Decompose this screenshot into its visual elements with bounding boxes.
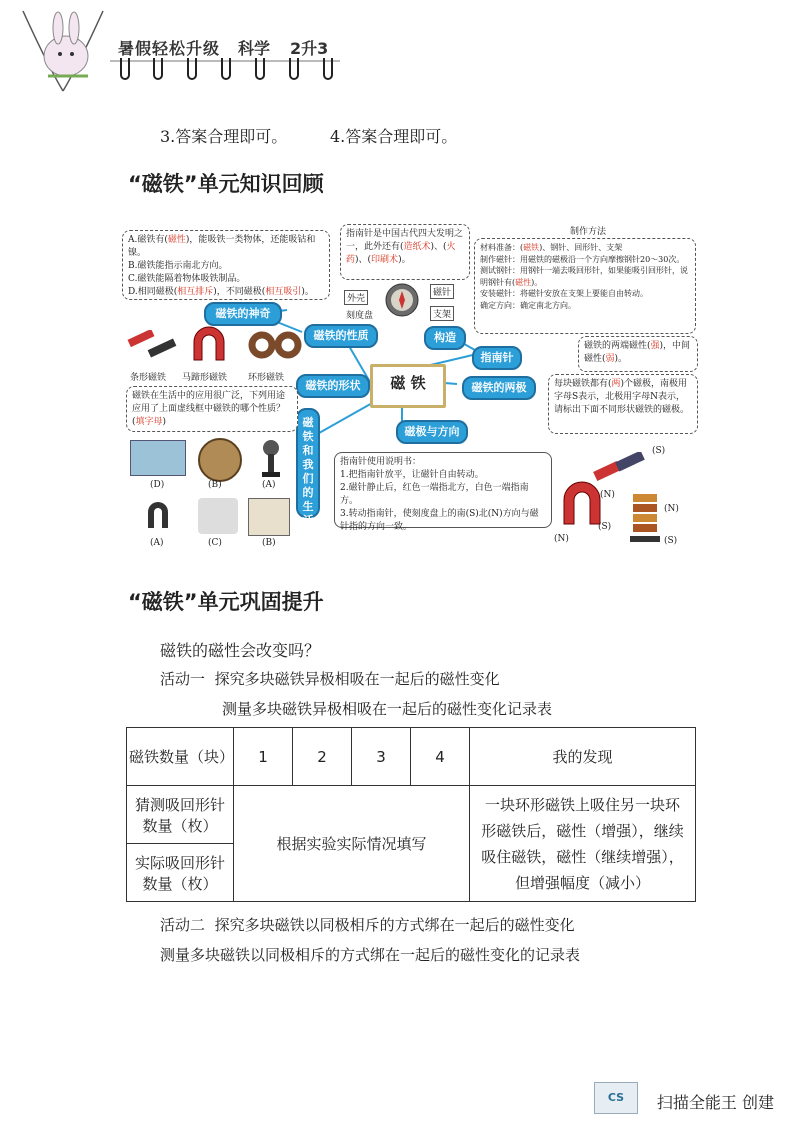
binder-ring-icon [255, 58, 265, 80]
answer-text: 火药 [346, 242, 456, 265]
text: 3.转动指南针，使刻度盘上的南(S)北(N)方向与磁针指的方向一致。 [340, 509, 539, 532]
scanner-credit: 扫描全能王 创建 [656, 1093, 774, 1112]
pole-strength-box [578, 336, 698, 372]
subject-label: 科学 [238, 39, 271, 58]
row-actual-label: 实际吸回形针数量（枚） [127, 844, 234, 902]
make-method-title: 制作方法 [570, 227, 607, 237]
text: )。 [398, 255, 411, 265]
train-image [130, 440, 186, 476]
question-text: 磁铁的磁性会改变吗？ [160, 641, 321, 660]
text: C.磁铁能隔着物体吸铁制品。 [128, 274, 246, 284]
improve-section-title: “磁铁”单元巩固提升 [128, 590, 324, 614]
label-shell: 外壳 [344, 290, 368, 305]
node-two-poles: 磁铁的两极 [462, 376, 536, 400]
binder-ring-icon [289, 58, 299, 80]
text: )、( [355, 255, 372, 265]
answer-text: 弱 [605, 354, 615, 364]
text: D.相同磁极( [128, 287, 178, 297]
application-label-3: (A) [262, 480, 276, 490]
pole-label-3: (N) [664, 504, 679, 514]
text: 一块环形磁铁上吸住另一块环形磁铁后，磁性（ [481, 795, 680, 840]
node-compass: 指南针 [472, 346, 522, 370]
answer-text: 磁铁 [523, 243, 540, 252]
header-findings: 我的发现 [470, 728, 696, 786]
text: 测试钢针：用钢针一端去吸回形针，如果能吸引回形针，说明钢针有( [480, 266, 688, 287]
answer-item-4: 4.答案合理即可。 [330, 127, 458, 146]
text: 指南针使用说明书： [340, 457, 422, 467]
activity2-text: 探究多块磁铁以同极相斥的方式绑在一起后的磁性变化 [214, 916, 575, 934]
activity1-line [160, 668, 500, 689]
findings-cell [470, 786, 696, 902]
text: 制作磁针：用磁铁的磁极沿一个方向摩擦钢针20～30次。 [480, 254, 685, 264]
answer-text: 相互吸引 [265, 287, 302, 297]
text: A.磁铁有( [128, 235, 168, 245]
pole-label-4: (S) [598, 522, 612, 532]
node-properties: 磁铁的性质 [304, 324, 378, 348]
text: )，中间磁性( [584, 341, 691, 364]
make-method-box [474, 238, 696, 334]
record-table-1 [126, 727, 696, 902]
text: )个磁极，南极用字母S表示，北极用字母N表示，请标出下面不同形状磁铁的磁极。 [554, 379, 690, 415]
node-structure: 构造 [424, 326, 466, 350]
text: )。 [614, 354, 628, 364]
node-magnet-magic: 磁铁的神奇 [204, 302, 282, 326]
properties-box [122, 230, 330, 300]
text: 指南针是中国古代四大发明之一，此外还有( [346, 229, 464, 252]
count-cell: 3 [352, 728, 411, 786]
ring-magnet-image [248, 330, 304, 360]
header-magnet-count: 磁铁数量（块） [127, 728, 234, 786]
answer-text: 继续增强 [601, 847, 662, 866]
caption-bar-magnet: 条形磁铁 [130, 373, 167, 383]
text: 磁铁在生活中的应用很广泛，下列用途应用了上面虚线框中磁铁的哪个性质？( [132, 391, 286, 427]
answer-text: 造纸术 [403, 242, 431, 252]
text: 材料准备：( [480, 243, 524, 252]
pole-count-box [548, 374, 698, 434]
scanner-logo-icon [594, 1082, 638, 1114]
count-cell: 4 [411, 728, 470, 786]
answer-text: 磁性 [167, 235, 186, 245]
text: 磁铁的两端磁性( [584, 341, 651, 351]
count-cell: 1 [234, 728, 293, 786]
answer-text: 相互排斥 [177, 287, 214, 297]
text: B.磁铁能指示南北方向。 [128, 261, 228, 271]
text: 安装磁针：将磁针安放在支架上要能自由转动。 [480, 289, 648, 298]
answer-text: 减小 [604, 873, 635, 892]
answer-text: 两 [611, 379, 621, 389]
text: ） [635, 873, 651, 892]
horseshoe-magnet-image [184, 324, 234, 364]
mindmap [112, 212, 702, 552]
text: 1.把指南针放平，让磁针自由转动。 [340, 470, 484, 480]
answer-text: 印刷术 [371, 255, 399, 265]
node-poles-direction: 磁极与方向 [396, 420, 468, 444]
text: )、钢针、回形针、支架 [539, 243, 623, 252]
text: 每块磁铁都有( [554, 379, 612, 389]
pole-label-2: (N) [600, 490, 615, 500]
binder-ring-icon [153, 58, 163, 80]
text: 确定方向：确定南北方向。 [480, 300, 576, 310]
activity1-label: 活动一 [160, 670, 206, 688]
node-shapes: 磁铁的形状 [296, 374, 370, 398]
center-label: 磁 铁 [390, 374, 426, 392]
text: ），继续吸住磁铁，磁性（ [481, 821, 684, 866]
horseshoe-pole-image [556, 478, 608, 528]
compass-image [198, 438, 242, 482]
pole-label-5: (N) [554, 534, 569, 544]
application-label-4: (A) [150, 538, 164, 548]
mascot-rabbit-icon [18, 6, 108, 96]
binder-ring-icon [323, 58, 333, 80]
table2-caption: 测量多块磁铁以同极相斥的方式绑在一起后的磁性变化的记录表 [160, 946, 581, 964]
node-life: 磁铁和我们的生活 [296, 408, 320, 518]
text: )，不同磁极( [213, 287, 266, 297]
series-title: 暑假轻松升级 [118, 39, 221, 58]
text: )。 [531, 277, 543, 287]
compass-manual-box [334, 452, 552, 532]
label-stand: 支架 [430, 306, 454, 321]
text: )、( [430, 242, 447, 252]
ring-stack-pole-image [630, 490, 660, 544]
answer-text: 填字母 [135, 417, 163, 427]
pole-label-6: (S) [664, 536, 678, 546]
pole-label-1: (S) [652, 446, 666, 456]
answer-text: 强 [650, 341, 660, 351]
binder-ring-icon [187, 58, 197, 80]
text: )，能吸铁一类物体，还能吸钴和镍。 [128, 235, 316, 258]
center-node [370, 364, 446, 408]
fill-note-cell: 根据实验实际情况填写 [234, 786, 470, 902]
grade-label: 2升3 [290, 39, 329, 58]
caption-horseshoe-magnet: 马蹄形磁铁 [182, 373, 228, 383]
text: )。 [301, 287, 314, 297]
count-cell: 2 [293, 728, 352, 786]
board-image [248, 498, 290, 536]
bar-magnet-image [126, 330, 186, 366]
magnet-tool-image [142, 498, 174, 534]
life-question-box [126, 386, 298, 432]
text: 2.磁针静止后，红色一端指北方，白色一端指南方。 [340, 483, 529, 506]
activity2-line [160, 914, 575, 935]
text: ) [162, 417, 167, 427]
application-label-1: (D) [150, 480, 165, 490]
caption-ring-magnet: 环形磁铁 [248, 373, 285, 383]
answer-text: 磁性 [515, 277, 532, 287]
activity2-label: 活动二 [160, 916, 206, 934]
magnet-toy-image [258, 438, 284, 478]
application-label-2: (B) [208, 480, 222, 490]
review-section-title: “磁铁”单元知识回顾 [128, 172, 324, 196]
answer-item-3: 3.答案合理即可。 [160, 127, 288, 146]
answer-text: 增强 [601, 821, 632, 840]
label-dial: 刻度盘 [346, 311, 374, 321]
row-guess-label: 猜测吸回形针数量（枚） [127, 786, 234, 844]
label-needle: 磁针 [430, 284, 454, 299]
text: ），但增强幅度（ [514, 847, 684, 892]
scanner-logo-text: CS [607, 1091, 625, 1104]
binder-ring-icon [221, 58, 231, 80]
application-label-5: (C) [208, 538, 222, 548]
activity1-text: 探究多块磁铁异极相吸在一起后的磁性变化 [214, 670, 500, 688]
application-label-6: (B) [262, 538, 276, 548]
compass-history-box [340, 224, 470, 280]
binder-ring-icon [120, 58, 130, 80]
table1-caption: 测量多块磁铁异极相吸在一起后的磁性变化记录表 [222, 700, 553, 718]
iron-filings-image [198, 498, 238, 534]
